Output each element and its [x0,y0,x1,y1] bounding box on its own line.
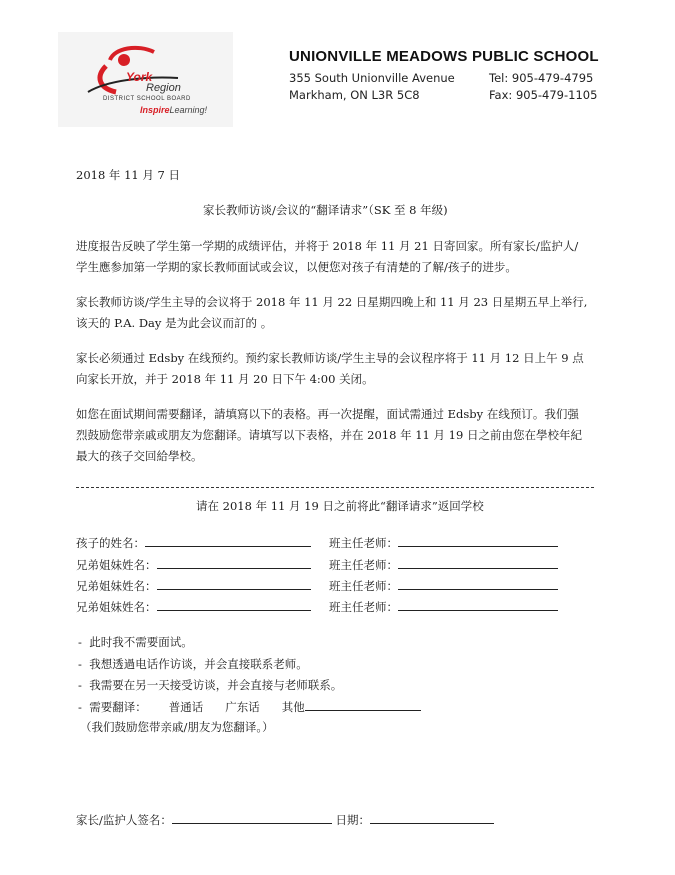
school-board-logo [58,32,233,127]
teacher-label: 班主任老师： [329,579,398,593]
teacher-row-3 [329,577,558,594]
option-text: 此时我不需要面试。 [89,635,193,649]
paragraph-line: 进度报告反映了学生第一学期的成绩评估，并将于 2018 年 11 月 21 日寄回家。所有家长/监护人/ [76,239,579,253]
option-bullet: - [78,678,82,692]
paragraph-translation-request [76,404,606,467]
signature-row [76,811,494,828]
teacher-field[interactable] [398,598,558,611]
option-bullet: - [78,700,82,714]
paragraph-line: 向家长开放，并于 2018 年 11 月 20 日下午 4:00 关闭。 [76,372,374,386]
option-no-interview[interactable] [78,634,193,650]
teacher-label: 班主任老师： [329,536,398,550]
teacher-field[interactable] [398,577,558,590]
address-line-2: Markham, ON L3R 5C8 [289,88,420,102]
sibling-name-field[interactable] [157,598,311,611]
teacher-label: 班主任老师： [329,558,398,572]
sibling-name-field[interactable] [157,577,311,590]
signature-date-field[interactable] [370,811,494,824]
option-text: 我需要在另一天接受访谈，并会直接与老师联系。 [89,678,343,692]
paragraph-line: 如您在面试期间需要翻译，請填寫以下的表格。再一次提醒，面试需通过 Edsby 在线预订。我们强 [76,407,579,421]
return-notice: 请在 2018 年 11 月 19 日之前将此“翻译请求”返回学校 [196,499,484,513]
paragraph-edsby-booking [76,348,606,390]
sibling-name-label: 兄弟姐妹姓名： [76,600,157,614]
letter-title: 家长教师访谈/会议的“翻译请求”（SK 至 8 年级) [203,203,448,217]
letter-date: 2018 年 11 月 7 日 [76,168,180,182]
logo-york-text: York [126,70,153,84]
child-name-field[interactable] [145,534,311,547]
option-bullet: - [78,635,82,649]
language-other[interactable]: 其他 [281,700,305,714]
option-another-day[interactable] [78,677,342,693]
address-line-1: 355 South Unionville Avenue [289,71,455,85]
paragraph-line: 该天的 P.A. Day 是为此会议而訂的 。 [76,316,273,330]
paragraph-report-card [76,236,606,278]
other-language-field[interactable] [305,698,421,711]
option-phone-interview[interactable] [78,656,308,672]
fax: Fax: 905-479-1105 [489,88,598,102]
cut-line-divider [76,487,594,488]
option-need-translation [78,698,421,715]
logo-region-text: Region [146,82,181,94]
language-cantonese[interactable]: 广东话 [225,700,260,714]
logo-board-text: DISTRICT SCHOOL BOARD [103,96,191,102]
signature-field[interactable] [172,811,332,824]
telephone: Tel: 905-479-4795 [489,71,594,85]
signature-label: 家长/监护人签名： [76,813,172,827]
paragraph-line: 最大的孩子交回給學校。 [76,449,203,463]
option-bullet: - [78,657,82,671]
logo-tagline [140,105,207,115]
teacher-row-4 [329,598,558,615]
logo-tagline-rest: Learning! [169,105,208,115]
paragraph-line: 学生應参加第一学期的家长教师面试或会议，以便您对孩子有清楚的了解/孩子的进步。 [76,260,517,274]
language-mandarin[interactable]: 普通话 [168,700,204,714]
option-text: 我想透過电话作访谈，并会直接联系老师。 [89,657,308,671]
sibling-name-field[interactable] [157,556,311,569]
sibling-name-label: 兄弟姐妹姓名： [76,579,157,593]
teacher-row-1 [329,534,558,551]
child-name-label: 孩子的姓名： [76,536,145,550]
child-name-row [76,534,311,551]
paragraph-line: 家长教师访谈/学生主导的会议将于 2018 年 11 月 22 日星期四晚上和 11 月 23 日星期五早上举行, [76,295,588,309]
teacher-field[interactable] [398,556,558,569]
paragraph-interview-dates [76,292,606,334]
paragraph-line: 家长必须通过 Edsby 在线预约。预约家长教师访谈/学生主导的会议程序将于 11 月 12 日上午 9 点 [76,351,584,365]
school-name: UNIONVILLE MEADOWS PUBLIC SCHOOL [289,48,599,65]
translation-note: （我们鼓励您带亲戚/朋友为您翻译。） [80,720,274,734]
sibling-name-label: 兄弟姐妹姓名： [76,558,157,572]
sibling-name-row-1 [76,556,311,573]
teacher-row-2 [329,556,558,573]
logo-tagline-bold: Inspire [140,105,170,115]
translation-label: 需要翻译： [89,700,147,714]
teacher-field[interactable] [398,534,558,547]
paragraph-line: 烈鼓励您带亲戚或朋友为您翻译。请填写以下表格，并在 2018 年 11 月 19 日之前由您在學校年紀 [76,428,582,442]
signature-date-label: 日期： [335,813,371,827]
sibling-name-row-2 [76,577,311,594]
teacher-label: 班主任老师： [329,600,398,614]
sibling-name-row-3 [76,598,311,615]
